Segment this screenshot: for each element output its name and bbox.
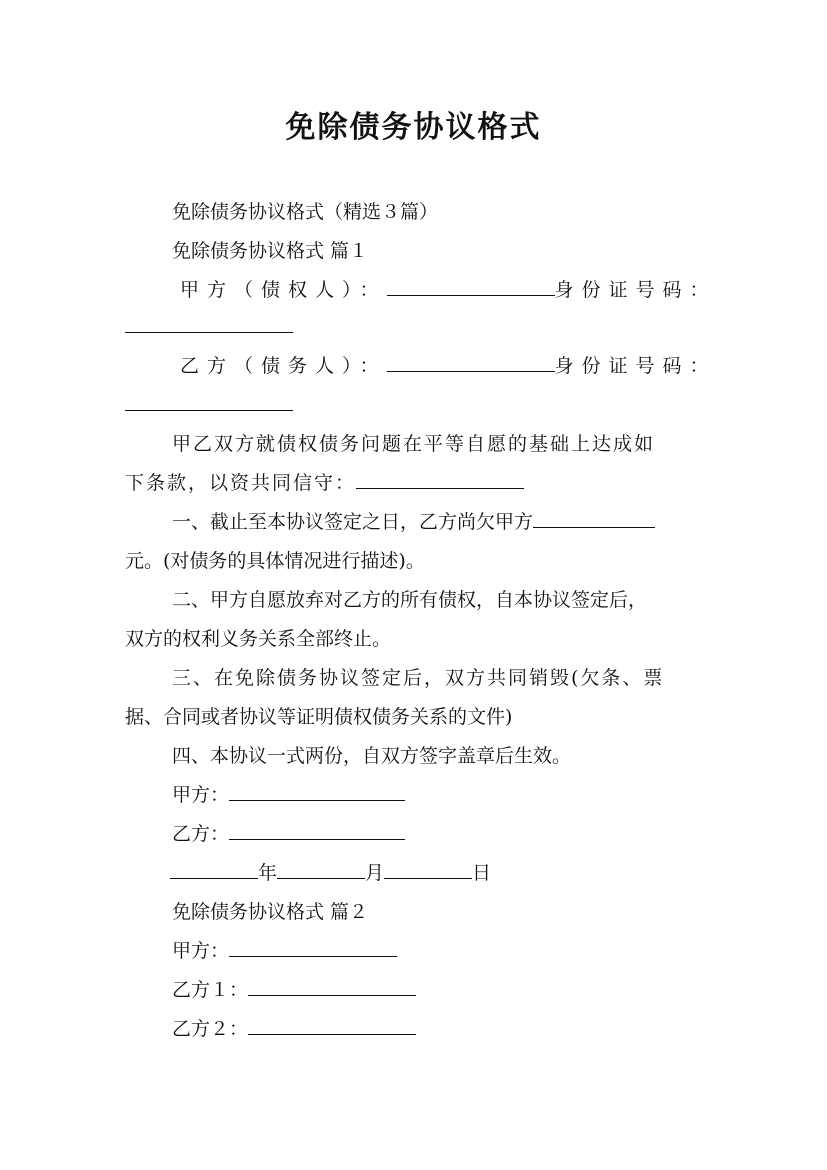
- clause3-line1: 三、在免除债务协议签定后，双方共同销毁(欠条、票: [172, 667, 665, 689]
- document-title: 免除债务协议格式: [285, 110, 542, 145]
- clause2-line2: 双方的权利义务关系全部终止。: [125, 628, 392, 650]
- date-month-blank: [277, 860, 365, 879]
- sign-a-row: [172, 782, 405, 808]
- party-b-id-label: 身份证号码：: [554, 355, 717, 377]
- party-b-row: [180, 353, 717, 379]
- sign-b-label: 乙方：: [172, 823, 230, 845]
- intro-blank: [356, 470, 524, 489]
- s2-party-b2-label: 乙方２：: [172, 1018, 249, 1040]
- s2-party-b1-blank: [248, 977, 416, 996]
- party-b-id-row: [125, 392, 293, 418]
- party-a-row: [180, 277, 717, 303]
- sign-a-label: 甲方：: [172, 784, 230, 806]
- party-a-label: 甲方（债权人）：: [180, 279, 387, 301]
- sign-a-blank: [229, 782, 405, 801]
- s2-party-b1-row: [172, 977, 416, 1003]
- clause1-amount-blank: [533, 509, 655, 528]
- date-year-label: 年: [258, 862, 278, 884]
- party-a-id-blank: [125, 314, 293, 333]
- date-day-label: 日: [472, 862, 492, 884]
- s2-party-b2-row: [172, 1016, 416, 1042]
- s2-party-a-label: 甲方：: [172, 940, 230, 962]
- intro-paragraph-line1: 甲乙双方就债权债务问题在平等自愿的基础上达成如: [172, 433, 656, 455]
- clause1-line2: 元。(对债务的具体情况进行描述)。: [125, 550, 425, 572]
- party-b-blank: [387, 353, 555, 372]
- clause1-text: 一、截止至本协议签定之日，乙方尚欠甲方: [172, 511, 534, 533]
- section1-heading: 免除债务协议格式 篇１: [172, 240, 369, 262]
- s2-party-a-blank: [229, 938, 397, 957]
- sign-b-row: [172, 821, 405, 847]
- sign-b-blank: [229, 821, 405, 840]
- section2-heading: 免除债务协议格式 篇２: [172, 901, 369, 923]
- document-subtitle: 免除债务协议格式（精选３篇）: [172, 201, 439, 223]
- party-b-id-blank: [125, 392, 293, 411]
- party-b-label: 乙方（债务人）：: [180, 355, 387, 377]
- clause1-line1: [172, 509, 655, 535]
- clause3-line2: 据、合同或者协议等证明债权债务关系的文件): [125, 706, 513, 728]
- party-a-id-row: [125, 314, 293, 340]
- date-row: [170, 860, 491, 886]
- clause4: 四、本协议一式两份，自双方签字盖章后生效。: [172, 745, 572, 767]
- date-day-blank: [384, 860, 472, 879]
- clause2-line1: 二、甲方自愿放弃对乙方的所有债权，自本协议签定后，: [172, 589, 648, 611]
- date-month-label: 月: [365, 862, 385, 884]
- s2-party-a-row: [172, 938, 397, 964]
- intro-paragraph-line2: [125, 470, 524, 496]
- party-a-blank: [387, 277, 555, 296]
- intro-paragraph-text: 下条款，以资共同信守：: [125, 472, 357, 494]
- date-year-blank: [170, 860, 258, 879]
- s2-party-b2-blank: [248, 1016, 416, 1035]
- party-a-id-label: 身份证号码：: [554, 279, 717, 301]
- s2-party-b1-label: 乙方１：: [172, 979, 249, 1001]
